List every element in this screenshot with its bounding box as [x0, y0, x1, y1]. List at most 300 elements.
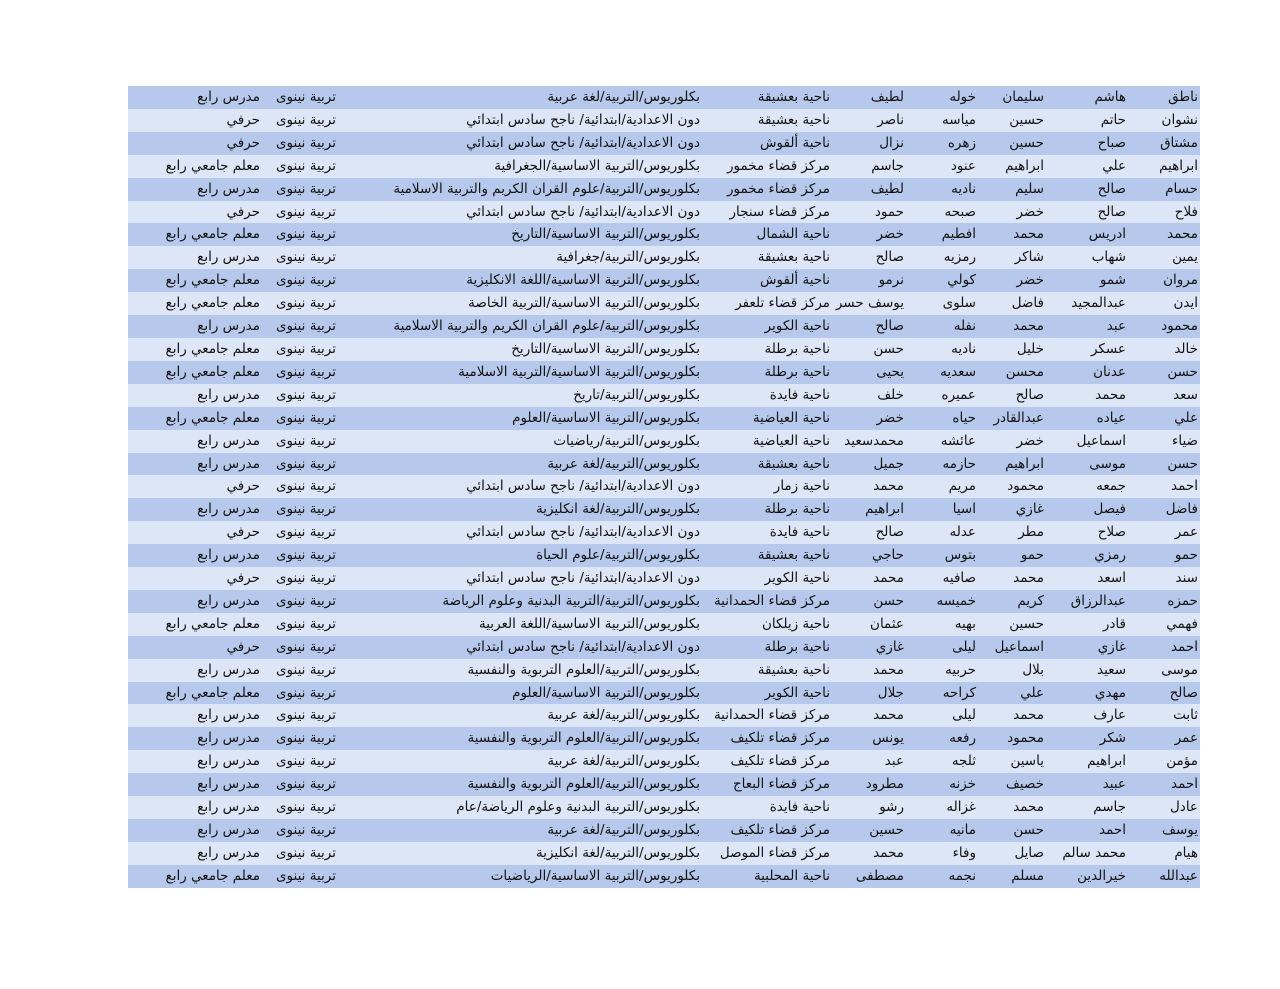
- father-name-cell: هاشم: [1046, 86, 1128, 109]
- mother-name-cell: غزاله: [906, 796, 978, 819]
- name-cell: يمين: [1128, 246, 1200, 269]
- mother-father-cell: محمد: [832, 842, 906, 865]
- directorate-cell: تربية نينوى: [262, 86, 338, 109]
- grandfather-name-cell: خضر: [978, 430, 1046, 453]
- table-row: [128, 521, 1200, 544]
- grade-cell: حرفي: [128, 521, 262, 544]
- directorate-cell: تربية نينوى: [262, 475, 338, 498]
- location-cell: ناحية فايدة: [702, 384, 832, 407]
- table-row: [128, 178, 1200, 201]
- directorate-cell: تربية نينوى: [262, 201, 338, 224]
- directorate-cell: تربية نينوى: [262, 682, 338, 705]
- qualification-cell: بكلوريوس/التربية الاساسية/العلوم: [338, 407, 702, 430]
- mother-name-cell: رمزيه: [906, 246, 978, 269]
- qualification-cell: بكلوريوس/التربية/رياضيات: [338, 430, 702, 453]
- location-cell: مركز قضاء تلعفر: [702, 292, 832, 315]
- directorate-cell: تربية نينوى: [262, 590, 338, 613]
- father-name-cell: عسكر: [1046, 338, 1128, 361]
- location-cell: ناحية الكوير: [702, 315, 832, 338]
- qualification-cell: بكلوريوس/التربية/لغة عربية: [338, 704, 702, 727]
- name-cell: عمر: [1128, 727, 1200, 750]
- grandfather-name-cell: خضر: [978, 201, 1046, 224]
- name-cell: عبدالله: [1128, 865, 1200, 888]
- mother-name-cell: مياسه: [906, 109, 978, 132]
- location-cell: مركز قضاء الحمدانية: [702, 590, 832, 613]
- mother-name-cell: سعديه: [906, 361, 978, 384]
- table-row: [128, 201, 1200, 224]
- name-cell: ضياء: [1128, 430, 1200, 453]
- location-cell: ناحية برطلة: [702, 636, 832, 659]
- qualification-cell: بكلوريوس/التربية/جغرافية: [338, 246, 702, 269]
- grandfather-name-cell: علي: [978, 682, 1046, 705]
- name-cell: موسى: [1128, 659, 1200, 682]
- qualification-cell: بكلوريوس/التربية/لغة عربية: [338, 453, 702, 476]
- directorate-cell: تربية نينوى: [262, 223, 338, 246]
- mother-name-cell: رفعه: [906, 727, 978, 750]
- table-row: [128, 223, 1200, 246]
- mother-father-cell: حاجي: [832, 544, 906, 567]
- mother-father-cell: محمد: [832, 659, 906, 682]
- grade-cell: مدرس رابع: [128, 750, 262, 773]
- location-cell: ناحية ألقوش: [702, 132, 832, 155]
- grade-cell: مدرس رابع: [128, 590, 262, 613]
- qualification-cell: دون الاعدادية/ابتدائية/ ناجح سادس ابتدائي: [338, 521, 702, 544]
- location-cell: ناحية ألقوش: [702, 269, 832, 292]
- father-name-cell: عبدالمجيد: [1046, 292, 1128, 315]
- qualification-cell: بكلوريوس/التربية الاساسية/التاريخ: [338, 338, 702, 361]
- table-row: [128, 796, 1200, 819]
- grade-cell: مدرس رابع: [128, 727, 262, 750]
- mother-name-cell: بتوس: [906, 544, 978, 567]
- grade-cell: مدرس رابع: [128, 819, 262, 842]
- grade-cell: مدرس رابع: [128, 384, 262, 407]
- directorate-cell: تربية نينوى: [262, 773, 338, 796]
- qualification-cell: بكلوريوس/التربية/العلوم التربوية والنفسية: [338, 773, 702, 796]
- qualification-cell: بكلوريوس/التربية/العلوم التربوية والنفسية: [338, 659, 702, 682]
- father-name-cell: ابراهيم: [1046, 750, 1128, 773]
- name-cell: مروان: [1128, 269, 1200, 292]
- name-cell: يوسف: [1128, 819, 1200, 842]
- father-name-cell: صالح: [1046, 178, 1128, 201]
- mother-father-cell: رشو: [832, 796, 906, 819]
- grandfather-name-cell: ياسين: [978, 750, 1046, 773]
- grade-cell: معلم جامعي رابع: [128, 865, 262, 888]
- mother-name-cell: صافيه: [906, 567, 978, 590]
- qualification-cell: دون الاعدادية/ابتدائية/ ناجح سادس ابتدائي: [338, 109, 702, 132]
- mother-father-cell: صالح: [832, 521, 906, 544]
- table-row: [128, 132, 1200, 155]
- father-name-cell: اسعد: [1046, 567, 1128, 590]
- grandfather-name-cell: مسلم: [978, 865, 1046, 888]
- mother-father-cell: يونس: [832, 727, 906, 750]
- table-row: [128, 567, 1200, 590]
- location-cell: مركز قضاء سنجار: [702, 201, 832, 224]
- grade-cell: حرفي: [128, 567, 262, 590]
- location-cell: ناحية برطلة: [702, 338, 832, 361]
- location-cell: ناحية بعشيقة: [702, 659, 832, 682]
- location-cell: ناحية زيلكان: [702, 613, 832, 636]
- qualification-cell: دون الاعدادية/ابتدائية/ ناجح سادس ابتدائي: [338, 636, 702, 659]
- mother-name-cell: حربيه: [906, 659, 978, 682]
- directorate-cell: تربية نينوى: [262, 544, 338, 567]
- table-row: [128, 750, 1200, 773]
- grandfather-name-cell: محمد: [978, 796, 1046, 819]
- grandfather-name-cell: عبدالقادر: [978, 407, 1046, 430]
- grandfather-name-cell: اسماعيل: [978, 636, 1046, 659]
- mother-father-cell: غازي: [832, 636, 906, 659]
- grandfather-name-cell: حسين: [978, 132, 1046, 155]
- location-cell: مركز قضاء مخمور: [702, 155, 832, 178]
- table-row: [128, 292, 1200, 315]
- grandfather-name-cell: محمود: [978, 727, 1046, 750]
- mother-name-cell: افطيم: [906, 223, 978, 246]
- father-name-cell: جاسم: [1046, 796, 1128, 819]
- table-row: [128, 842, 1200, 865]
- qualification-cell: بكلوريوس/التربية الاساسية/التاريخ: [338, 223, 702, 246]
- qualification-cell: بكلوريوس/التربية/لغة انكليزية: [338, 498, 702, 521]
- father-name-cell: قادر: [1046, 613, 1128, 636]
- qualification-cell: بكلوريوس/التربية/علوم الحياة: [338, 544, 702, 567]
- mother-father-cell: ابراهيم: [832, 498, 906, 521]
- qualification-cell: دون الاعدادية/ابتدائية/ ناجح سادس ابتدائي: [338, 201, 702, 224]
- table-row: [128, 430, 1200, 453]
- mother-name-cell: سلوى: [906, 292, 978, 315]
- table-row: [128, 659, 1200, 682]
- father-name-cell: غازي: [1046, 636, 1128, 659]
- mother-father-cell: ناصر: [832, 109, 906, 132]
- name-cell: حسن: [1128, 453, 1200, 476]
- father-name-cell: شمو: [1046, 269, 1128, 292]
- location-cell: ناحية بعشيقة: [702, 453, 832, 476]
- grandfather-name-cell: صالح: [978, 384, 1046, 407]
- mother-name-cell: خوله: [906, 86, 978, 109]
- records-table-body: [128, 86, 1200, 888]
- qualification-cell: بكلوريوس/التربية/لغة انكليزية: [338, 842, 702, 865]
- grandfather-name-cell: سليمان: [978, 86, 1046, 109]
- mother-name-cell: زهره: [906, 132, 978, 155]
- grade-cell: مدرس رابع: [128, 430, 262, 453]
- qualification-cell: بكلوريوس/التربية/تاريخ: [338, 384, 702, 407]
- directorate-cell: تربية نينوى: [262, 750, 338, 773]
- table-row: [128, 636, 1200, 659]
- qualification-cell: دون الاعدادية/ابتدائية/ ناجح سادس ابتدائي: [338, 475, 702, 498]
- table-row: [128, 384, 1200, 407]
- qualification-cell: دون الاعدادية/ابتدائية/ ناجح سادس ابتدائي: [338, 132, 702, 155]
- directorate-cell: تربية نينوى: [262, 659, 338, 682]
- mother-name-cell: ناديه: [906, 178, 978, 201]
- location-cell: مركز قضاء الحمدانية: [702, 704, 832, 727]
- grandfather-name-cell: حمو: [978, 544, 1046, 567]
- qualification-cell: بكلوريوس/التربية الاساسية/التربية الاسلامية: [338, 361, 702, 384]
- father-name-cell: صباح: [1046, 132, 1128, 155]
- mother-name-cell: نجمه: [906, 865, 978, 888]
- grandfather-name-cell: خضر: [978, 269, 1046, 292]
- table-row: [128, 773, 1200, 796]
- grade-cell: مدرس رابع: [128, 246, 262, 269]
- name-cell: فهمي: [1128, 613, 1200, 636]
- father-name-cell: صالح: [1046, 201, 1128, 224]
- directorate-cell: تربية نينوى: [262, 865, 338, 888]
- table-row: [128, 704, 1200, 727]
- qualification-cell: بكلوريوس/التربية/لغة عربية: [338, 86, 702, 109]
- name-cell: فلاح: [1128, 201, 1200, 224]
- grade-cell: حرفي: [128, 201, 262, 224]
- mother-father-cell: حمود: [832, 201, 906, 224]
- father-name-cell: عياده: [1046, 407, 1128, 430]
- directorate-cell: تربية نينوى: [262, 842, 338, 865]
- name-cell: ناطق: [1128, 86, 1200, 109]
- qualification-cell: بكلوريوس/التربية الاساسية/التربية الخاصة: [338, 292, 702, 315]
- directorate-cell: تربية نينوى: [262, 796, 338, 819]
- directorate-cell: تربية نينوى: [262, 704, 338, 727]
- grandfather-name-cell: فاضل: [978, 292, 1046, 315]
- grade-cell: معلم جامعي رابع: [128, 407, 262, 430]
- name-cell: عادل: [1128, 796, 1200, 819]
- father-name-cell: شكر: [1046, 727, 1128, 750]
- qualification-cell: بكلوريوس/التربية الاساسية/الجغرافية: [338, 155, 702, 178]
- mother-father-cell: نزال: [832, 132, 906, 155]
- mother-name-cell: عميره: [906, 384, 978, 407]
- mother-father-cell: محمد: [832, 567, 906, 590]
- grandfather-name-cell: محمد: [978, 567, 1046, 590]
- grade-cell: معلم جامعي رابع: [128, 613, 262, 636]
- father-name-cell: محمد: [1046, 384, 1128, 407]
- directorate-cell: تربية نينوى: [262, 498, 338, 521]
- table-row: [128, 613, 1200, 636]
- father-name-cell: عبيد: [1046, 773, 1128, 796]
- grandfather-name-cell: خصيف: [978, 773, 1046, 796]
- name-cell: احمد: [1128, 475, 1200, 498]
- grade-cell: مدرس رابع: [128, 773, 262, 796]
- directorate-cell: تربية نينوى: [262, 430, 338, 453]
- name-cell: احمد: [1128, 773, 1200, 796]
- location-cell: ناحية برطلة: [702, 498, 832, 521]
- table-row: [128, 544, 1200, 567]
- mother-father-cell: جاسم: [832, 155, 906, 178]
- table-row: [128, 682, 1200, 705]
- father-name-cell: جمعه: [1046, 475, 1128, 498]
- father-name-cell: ادريس: [1046, 223, 1128, 246]
- father-name-cell: رمزي: [1046, 544, 1128, 567]
- location-cell: مركز قضاء البعاج: [702, 773, 832, 796]
- mother-father-cell: خضر: [832, 223, 906, 246]
- mother-father-cell: محمدسعيد: [832, 430, 906, 453]
- father-name-cell: خيرالدين: [1046, 865, 1128, 888]
- location-cell: مركز قضاء تلكيف: [702, 727, 832, 750]
- qualification-cell: دون الاعدادية/ابتدائية/ ناجح سادس ابتدائي: [338, 567, 702, 590]
- mother-father-cell: مصطفى: [832, 865, 906, 888]
- mother-name-cell: نفله: [906, 315, 978, 338]
- name-cell: ايدن: [1128, 292, 1200, 315]
- directorate-cell: تربية نينوى: [262, 361, 338, 384]
- directorate-cell: تربية نينوى: [262, 407, 338, 430]
- directorate-cell: تربية نينوى: [262, 636, 338, 659]
- grade-cell: معلم جامعي رابع: [128, 292, 262, 315]
- grade-cell: حرفي: [128, 109, 262, 132]
- father-name-cell: فيصل: [1046, 498, 1128, 521]
- father-name-cell: علي: [1046, 155, 1128, 178]
- grade-cell: معلم جامعي رابع: [128, 682, 262, 705]
- qualification-cell: بكلوريوس/التربية/علوم القران الكريم والتربية الاسلامية: [338, 315, 702, 338]
- grade-cell: مدرس رابع: [128, 315, 262, 338]
- mother-father-cell: محمد: [832, 475, 906, 498]
- mother-father-cell: نرمو: [832, 269, 906, 292]
- father-name-cell: عبد: [1046, 315, 1128, 338]
- location-cell: مركز قضاء تلكيف: [702, 819, 832, 842]
- father-name-cell: عدنان: [1046, 361, 1128, 384]
- table-row: [128, 407, 1200, 430]
- grandfather-name-cell: مطر: [978, 521, 1046, 544]
- location-cell: ناحية فايدة: [702, 796, 832, 819]
- grandfather-name-cell: ابراهيم: [978, 155, 1046, 178]
- mother-name-cell: ليلى: [906, 704, 978, 727]
- location-cell: ناحية برطلة: [702, 361, 832, 384]
- location-cell: ناحية بعشيقة: [702, 86, 832, 109]
- name-cell: مشتاق: [1128, 132, 1200, 155]
- qualification-cell: بكلوريوس/التربية/العلوم التربوية والنفسية: [338, 727, 702, 750]
- name-cell: احمد: [1128, 636, 1200, 659]
- location-cell: ناحية العياضية: [702, 430, 832, 453]
- table-row: [128, 269, 1200, 292]
- grade-cell: مدرس رابع: [128, 659, 262, 682]
- father-name-cell: اسماعيل: [1046, 430, 1128, 453]
- mother-father-cell: حسن: [832, 590, 906, 613]
- father-name-cell: موسى: [1046, 453, 1128, 476]
- name-cell: سعد: [1128, 384, 1200, 407]
- table-row: [128, 315, 1200, 338]
- grade-cell: معلم جامعي رابع: [128, 223, 262, 246]
- table-row: [128, 86, 1200, 109]
- directorate-cell: تربية نينوى: [262, 613, 338, 636]
- location-cell: ناحية بعشيقة: [702, 109, 832, 132]
- grandfather-name-cell: صايل: [978, 842, 1046, 865]
- name-cell: صالح: [1128, 682, 1200, 705]
- grandfather-name-cell: سليم: [978, 178, 1046, 201]
- mother-father-cell: خضر: [832, 407, 906, 430]
- grade-cell: معلم جامعي رابع: [128, 361, 262, 384]
- qualification-cell: بكلوريوس/التربية/التربية البدنية وعلوم الرياضة: [338, 590, 702, 613]
- grandfather-name-cell: محمد: [978, 704, 1046, 727]
- table-row: [128, 590, 1200, 613]
- grade-cell: مدرس رابع: [128, 704, 262, 727]
- name-cell: محمود: [1128, 315, 1200, 338]
- location-cell: ناحية المحلبية: [702, 865, 832, 888]
- location-cell: ناحية بعشيقة: [702, 246, 832, 269]
- mother-father-cell: صالح: [832, 315, 906, 338]
- mother-name-cell: وفاء: [906, 842, 978, 865]
- grade-cell: مدرس رابع: [128, 796, 262, 819]
- directorate-cell: تربية نينوى: [262, 292, 338, 315]
- qualification-cell: بكلوريوس/التربية/لغة عربية: [338, 819, 702, 842]
- mother-name-cell: بهيه: [906, 613, 978, 636]
- mother-father-cell: خلف: [832, 384, 906, 407]
- mother-father-cell: عثمان: [832, 613, 906, 636]
- mother-father-cell: جلال: [832, 682, 906, 705]
- name-cell: محمد: [1128, 223, 1200, 246]
- mother-name-cell: خميسه: [906, 590, 978, 613]
- location-cell: ناحية الشمال: [702, 223, 832, 246]
- grade-cell: معلم جامعي رابع: [128, 338, 262, 361]
- grade-cell: حرفي: [128, 132, 262, 155]
- mother-name-cell: حازمه: [906, 453, 978, 476]
- mother-father-cell: حسن: [832, 338, 906, 361]
- grandfather-name-cell: محمود: [978, 475, 1046, 498]
- grade-cell: مدرس رابع: [128, 178, 262, 201]
- table-row: [128, 819, 1200, 842]
- name-cell: مؤمن: [1128, 750, 1200, 773]
- grade-cell: معلم جامعي رابع: [128, 155, 262, 178]
- name-cell: خالد: [1128, 338, 1200, 361]
- mother-name-cell: عنود: [906, 155, 978, 178]
- directorate-cell: تربية نينوى: [262, 178, 338, 201]
- location-cell: ناحية الكوير: [702, 567, 832, 590]
- mother-name-cell: اسيا: [906, 498, 978, 521]
- name-cell: عمر: [1128, 521, 1200, 544]
- name-cell: حمزه: [1128, 590, 1200, 613]
- location-cell: ناحية الكوير: [702, 682, 832, 705]
- location-cell: ناحية فايدة: [702, 521, 832, 544]
- father-name-cell: محمد سالم: [1046, 842, 1128, 865]
- mother-name-cell: ناديه: [906, 338, 978, 361]
- grandfather-name-cell: محمد: [978, 223, 1046, 246]
- mother-name-cell: صبحه: [906, 201, 978, 224]
- father-name-cell: شهاب: [1046, 246, 1128, 269]
- table-row: [128, 727, 1200, 750]
- directorate-cell: تربية نينوى: [262, 269, 338, 292]
- grandfather-name-cell: غازي: [978, 498, 1046, 521]
- name-cell: ثابت: [1128, 704, 1200, 727]
- mother-father-cell: صالح: [832, 246, 906, 269]
- grade-cell: مدرس رابع: [128, 842, 262, 865]
- mother-father-cell: يوسف حسر: [832, 292, 906, 315]
- mother-father-cell: يحيى: [832, 361, 906, 384]
- grandfather-name-cell: حسن: [978, 819, 1046, 842]
- name-cell: هيام: [1128, 842, 1200, 865]
- grade-cell: مدرس رابع: [128, 453, 262, 476]
- qualification-cell: بكلوريوس/التربية/لغة عربية: [338, 750, 702, 773]
- qualification-cell: بكلوريوس/التربية الاساسية/الرياضيات: [338, 865, 702, 888]
- directorate-cell: تربية نينوى: [262, 155, 338, 178]
- directorate-cell: تربية نينوى: [262, 727, 338, 750]
- name-cell: حسام: [1128, 178, 1200, 201]
- qualification-cell: بكلوريوس/التربية الاساسية/العلوم: [338, 682, 702, 705]
- grandfather-name-cell: كريم: [978, 590, 1046, 613]
- table-row: [128, 865, 1200, 888]
- name-cell: فاضل: [1128, 498, 1200, 521]
- table-row: [128, 475, 1200, 498]
- grandfather-name-cell: محسن: [978, 361, 1046, 384]
- name-cell: نشوان: [1128, 109, 1200, 132]
- father-name-cell: عبدالرزاق: [1046, 590, 1128, 613]
- table-row: [128, 338, 1200, 361]
- table-row: [128, 155, 1200, 178]
- directorate-cell: تربية نينوى: [262, 315, 338, 338]
- qualification-cell: بكلوريوس/التربية/علوم القران الكريم والتربية الاسلامية: [338, 178, 702, 201]
- mother-name-cell: ثلجه: [906, 750, 978, 773]
- directorate-cell: تربية نينوى: [262, 567, 338, 590]
- grandfather-name-cell: محمد: [978, 315, 1046, 338]
- grade-cell: مدرس رابع: [128, 544, 262, 567]
- qualification-cell: بكلوريوس/التربية البدنية وعلوم الرياضة/عام: [338, 796, 702, 819]
- location-cell: ناحية زمار: [702, 475, 832, 498]
- table-row: [128, 246, 1200, 269]
- mother-name-cell: مريم: [906, 475, 978, 498]
- grade-cell: مدرس رابع: [128, 498, 262, 521]
- father-name-cell: صلاح: [1046, 521, 1128, 544]
- mother-name-cell: ليلى: [906, 636, 978, 659]
- directorate-cell: تربية نينوى: [262, 338, 338, 361]
- father-name-cell: احمد: [1046, 819, 1128, 842]
